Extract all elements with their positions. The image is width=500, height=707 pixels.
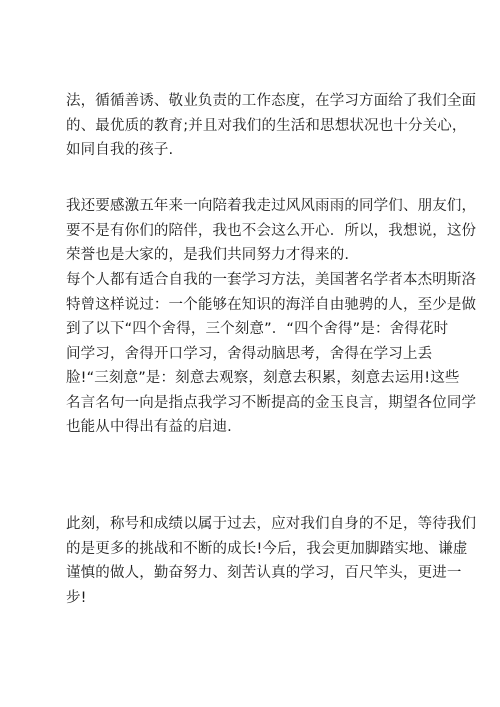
text-line: 特曾这样说过：一个能够在知识的海洋自由驰骋的人，至少是做	[66, 296, 477, 313]
text-line: 的是更多的挑战和不断的成长!今后，我会更加脚踏实地、谦虚	[66, 540, 468, 557]
text-line: 步!	[66, 589, 87, 606]
text-line: 脸!“三刻意”是：刻意去观察，刻意去积累，刻意去运用!这些	[66, 370, 460, 386]
text-line: 间学习，舍得开口学习，舍得动脑思考，舍得在学习上丢	[66, 345, 433, 362]
text-line: 到了以下“四个舍得，三个刻意”．“四个舍得”是：舍得花时	[66, 321, 449, 337]
paragraph-2	[66, 194, 477, 268]
text-line: 荣誉也是大家的，是我们共同努力才得来的.	[66, 247, 350, 263]
text-line: 法，循循善诱、敬业负责的工作态度，在学习方面给了我们全面	[66, 93, 477, 109]
text-line: 此刻，称号和成绩以属于过去，应对我们自身的不足，等待我们	[66, 516, 477, 532]
text-line: 如同自我的孩子.	[66, 142, 174, 158]
text-line: 我还要感激五年来一向陪着我走过风风雨雨的同学们、朋友们，	[66, 198, 477, 214]
paragraph-3	[66, 268, 477, 440]
text-line: 谨慎的做人，勤奋努力、刻苦认真的学习，百尺竿头，更进一	[66, 565, 462, 581]
text-line: 名言名句一向是指点我学习不断提高的金玉良言，期望各位同学	[66, 394, 477, 411]
paragraph-4	[66, 512, 477, 610]
text-line: 要不是有你们的陪伴，我也不会这么开心．所以，我想说，这份	[66, 222, 477, 239]
text-line: 每个人都有适合自我的一套学习方法，美国著名学者本杰明斯洛	[66, 272, 477, 288]
text-line: 的、最优质的教育;并且对我们的生活和思想状况也十分关心，	[66, 117, 467, 134]
text-line: 也能从中得出有益的启迪.	[66, 419, 232, 435]
paragraph-1	[66, 89, 477, 163]
